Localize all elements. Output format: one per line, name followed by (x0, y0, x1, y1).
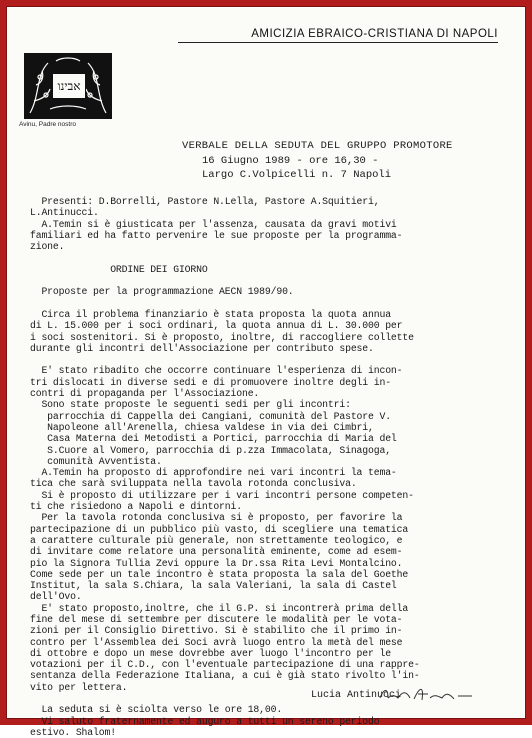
body-line: S.Cuore al Vomero, parrocchia di p.zza Immacolata, Sinagoga, (30, 444, 391, 456)
body-line: di ottobre e dopo un mese dovrebbe aver luogo l'incontro per le (30, 647, 391, 659)
body-line: ti che risiedono a Napoli e dintorni. (30, 501, 242, 513)
body-line: Sono state proposte le seguenti sedi per gli incontri: (30, 399, 351, 411)
body-line: fine del mese di settembre per discutere le modalità per le vota- (30, 613, 403, 625)
body-line: i soci sostenitori. Si è proposto, inoltre, di raccogliere collette (30, 331, 414, 343)
organization-header: AMICIZIA EBRAICO-CRISTIANA DI NAPOLI (178, 28, 498, 43)
body-line: di L. 15.000 per i soci ordinari, la quota annua di L. 30.000 per (30, 320, 403, 332)
body-line: Circa il problema finanziario è stata proposta la quota annua (30, 308, 391, 320)
body-line: vito per lettera. (30, 681, 128, 693)
body-line (30, 354, 510, 365)
body-line: La seduta si è sciolta verso le ore 18,00. (30, 704, 283, 716)
body-line: E' stato proposto,inoltre, che il G.P. si incontrerà prima della (30, 602, 409, 614)
meeting-address: Largo C.Volpicelli n. 7 Napoli (202, 169, 392, 181)
body-line (30, 252, 510, 263)
body-line: Si è proposto di utilizzare per i vari incontri persone competen- (30, 489, 414, 501)
body-line: A.Temin ha proposto di approfondire nei vari incontri la tema- (30, 467, 397, 479)
body-line: sentanza della Federazione Italiana, a cui è già stato rivolto l'in- (30, 670, 420, 682)
body-line: tri dislocati in diverse sedi e di promuovere inoltre degli in- (30, 376, 391, 388)
body-line: parrocchia di Cappella dei Cangiani, comunità del Pastore V. (30, 410, 391, 422)
body-line: tica che sarà sviluppata nella tavola rotonda conclusiva. (30, 478, 357, 490)
body-line: Institut, la sala S.Chiara, la sala Valeriani, la sala di Castel (30, 580, 397, 592)
document-page (8, 8, 524, 738)
body-line: zione. (30, 241, 65, 253)
meeting-title: VERBALE DELLA SEDUTA DEL GRUPPO PROMOTORE (182, 140, 453, 152)
body-line: L.Antinucci. (30, 207, 99, 219)
body-line: Per la tavola rotonda conclusiva si è proposto, per favorire la (30, 512, 403, 524)
body-line: di invitare come relatore una personalità eminente, come ad esem- (30, 546, 403, 558)
body-line: Vi saluto fraternamente ed auguro a tutti un sereno periodo (30, 715, 380, 727)
body-line: A.Temin si è giusticata per l'assenza, causata da gravi motivi (30, 218, 397, 230)
minutes-body (30, 196, 510, 738)
body-line (30, 298, 510, 309)
body-line: ORDINE DEI GIORNO (30, 263, 208, 275)
body-line: Napoleone all'Arenella, chiesa valdese in via dei Cimbri, (30, 421, 374, 433)
body-line: contri di propaganda per l'Associazione. (30, 388, 260, 400)
logo-caption: Avinu, Padre nostro (19, 121, 76, 128)
body-line: E' stato ribadito che occorre continuare l'esperienza di incon- (30, 365, 403, 377)
body-line: comunità Avventista. (30, 455, 162, 467)
handwritten-signature-icon (376, 684, 476, 704)
body-line: familiari ed ha fatto pervenire le sue proposte per la programma- (30, 229, 403, 241)
body-line: Proposte per la programmazione AECN 1989/90. (30, 286, 294, 298)
association-logo (24, 53, 112, 119)
body-line: pio la Signora Tullia Zevi oppure la Dr.ssa Rita Levi Montalcino. (30, 557, 403, 569)
body-line: a carattere culturale più generale, non strettamente teologico, e (30, 534, 403, 546)
body-line: contro per l'Assemblea dei Soci avrà luogo entro la metà del mese (30, 636, 403, 648)
body-line: votazioni per il C.D., con l'eventuale partecipazione di una rappre- (30, 659, 420, 671)
signatory-name: Lucia Antinucci (311, 690, 402, 701)
body-line: zioni per il Consiglio Direttivo. Si è stabilito che il primo in- (30, 625, 403, 637)
body-line: Come sede per un tale incontro è stata proposta la sala del Goethe (30, 568, 409, 580)
body-line: partecipazione di un pubblico più vasto, di scegliere una tematica (30, 523, 409, 535)
meeting-date: 16 Giugno 1989 - ore 16,30 - (202, 155, 379, 167)
body-line: Casa Materna dei Metodisti a Portici, parrocchia di Maria del (30, 433, 397, 445)
body-line: estivo. Shalom! (30, 726, 116, 738)
body-line (30, 275, 510, 286)
logo-hebrew-text: אבינו (52, 73, 86, 99)
body-line: Presenti: D.Borrelli, Pastore N.Lella, Pastore A.Squitieri, (30, 196, 380, 207)
body-line: durante gli incontri dell'Associazione per contributo spese. (30, 342, 374, 354)
body-line: dell'Ovo. (30, 591, 82, 603)
